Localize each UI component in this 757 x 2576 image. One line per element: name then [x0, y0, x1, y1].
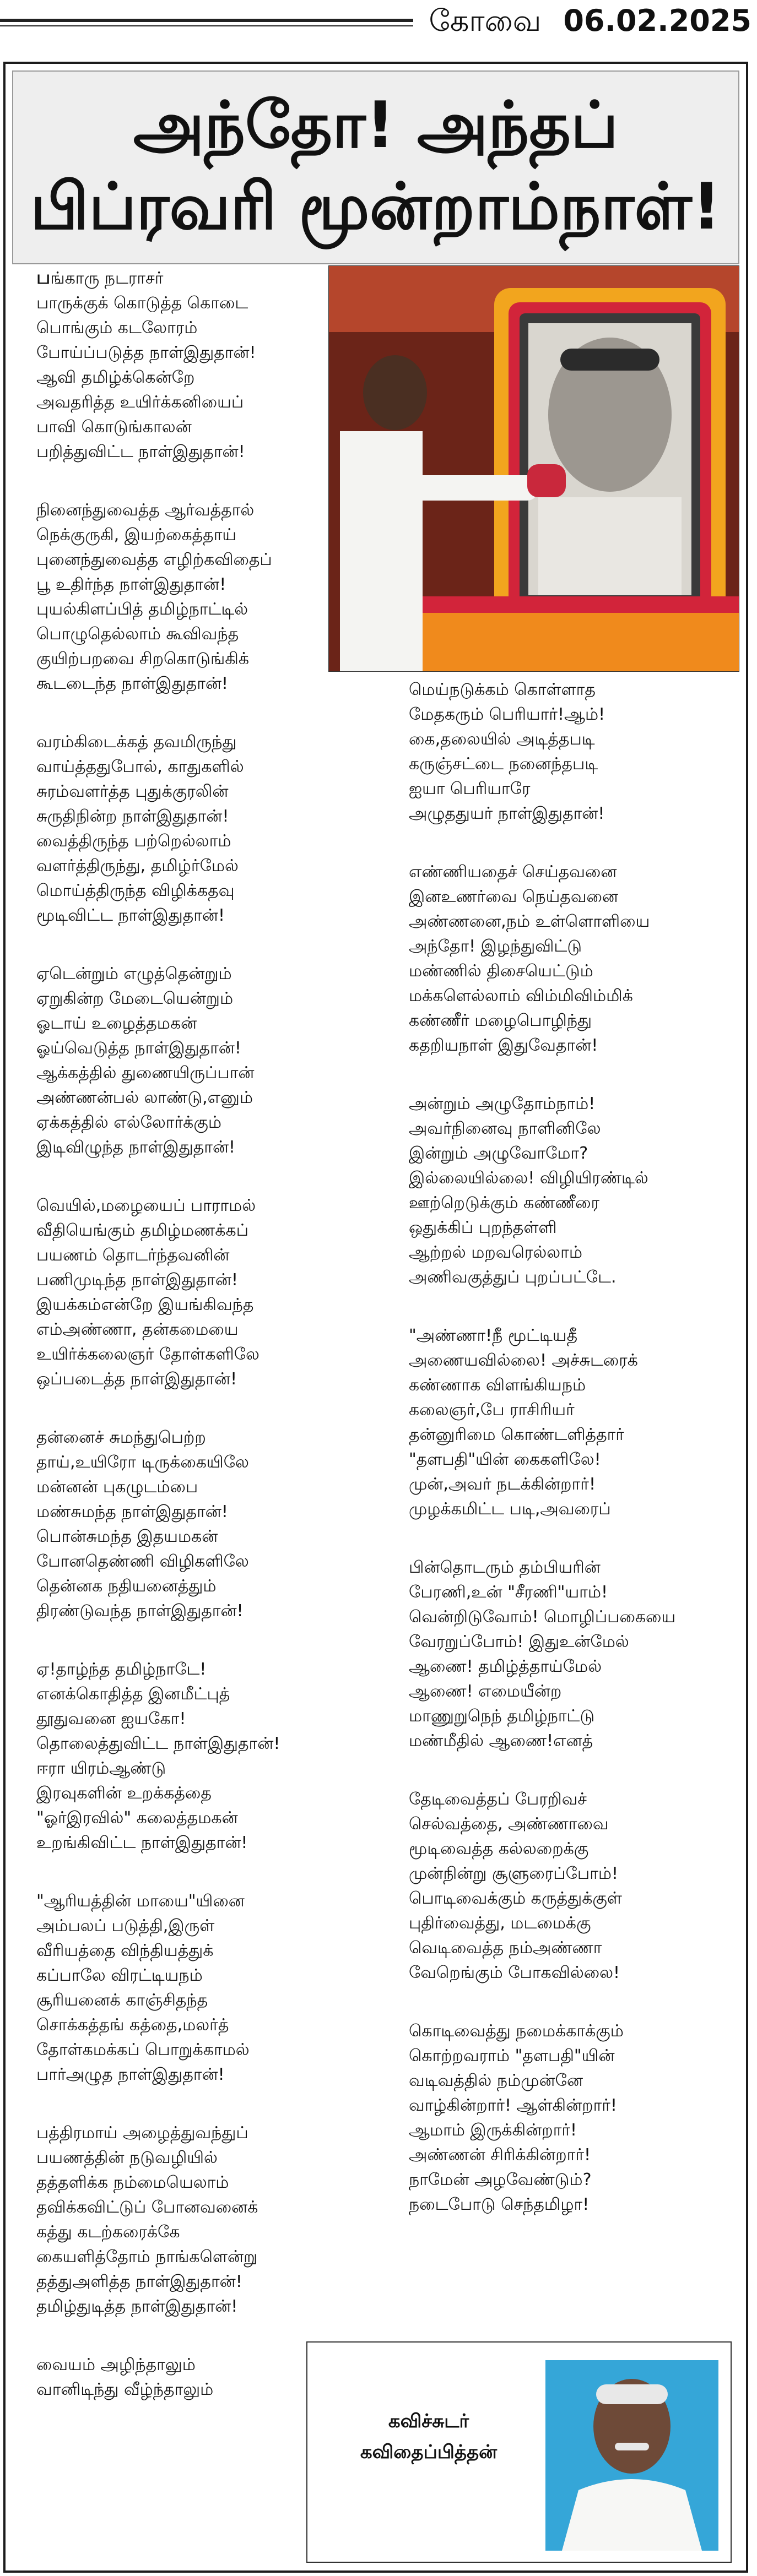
- poem-line: நெக்குருகி, இயற்கைத்தாய்: [36, 525, 237, 545]
- poem-line: கொடிவைத்து நமைக்காக்கும்: [409, 2021, 624, 2041]
- poem-line: வானிடிந்து வீழ்ந்தாலும்: [36, 2380, 214, 2399]
- poem-stanza: [36, 265, 323, 464]
- poem-line: மண்சுமந்த நாள்இதுதான்!: [36, 1502, 228, 1521]
- poem-stanza: [36, 2352, 323, 2402]
- poem-line: நினைந்துவைத்த ஆர்வத்தால்: [36, 501, 255, 520]
- poem-line: இடிவிழுந்த நாள்இதுதான்!: [36, 1138, 236, 1157]
- poem-line: பொன்சுமந்த இதயமகன்: [36, 1527, 218, 1546]
- poem-line: பொடிவைக்கும் கருத்துக்குள்: [409, 1889, 622, 1908]
- masthead-rule: [0, 19, 413, 22]
- poem-line: பத்திரமாய் அழைத்துவந்துப்: [36, 2123, 248, 2143]
- poem-stanza: [409, 1555, 734, 1753]
- poem-stanza: [409, 2019, 734, 2217]
- poem-line: கூடடைந்த நாள்இதுதான்!: [36, 674, 229, 693]
- poem-line: பணிமுடிந்த நாள்இதுதான்!: [36, 1270, 238, 1290]
- poem-line: ஏறுகின்ற மேடையென்றும்: [36, 989, 234, 1008]
- publication-date: 06.02.2025: [563, 3, 751, 38]
- poem-line: ஏக்கத்தில் எல்லோர்க்கும்: [36, 1113, 221, 1132]
- poem-line: அவதரித்த உயிர்க்கனியைப்: [36, 393, 244, 412]
- poem-line: தாய்,உயிரோ டிருக்கையிலே: [36, 1453, 249, 1472]
- poem-line: அழுததுயர் நாள்இதுதான்!: [409, 804, 605, 823]
- poem-line: வாய்த்ததுபோல், காதுகளில்: [36, 757, 244, 776]
- poem-stanza: [36, 2121, 323, 2319]
- poem-stanza: [36, 498, 323, 696]
- poem-stanza: [36, 1193, 323, 1392]
- poem-line: போனதெண்ணி விழிகளிலே: [36, 1552, 249, 1571]
- poem-stanza: [36, 961, 323, 1160]
- poem-line: பொழுதெல்லாம் கூவிவந்த: [36, 624, 239, 644]
- first-line-rest: ங்காரு நடராசர்: [50, 269, 164, 288]
- poem-line: வரம்கிடைக்கத் தவமிருந்து: [36, 732, 237, 752]
- masthead-rule-thin: [0, 25, 413, 26]
- poem-line: வடிவத்தில் நம்முன்னே: [409, 2071, 583, 2090]
- poem-stanza: [409, 860, 734, 1058]
- poem-line: தூதுவனை ஐயகோ!: [36, 1709, 186, 1729]
- poem-line: மொய்த்திருந்த விழிக்கதவு: [36, 881, 235, 900]
- poem-line: [36, 265, 323, 291]
- headline-box: [12, 70, 739, 264]
- poem-stanza: [409, 1323, 734, 1521]
- poem-line: ஆணை! தமிழ்த்தாய்மேல்: [409, 1657, 602, 1676]
- poem-line: ஈரா யிரம்ஆண்டு: [36, 1759, 166, 1778]
- masthead: [0, 0, 757, 40]
- poem-line: ஆமாம் இருக்கின்றார்!: [409, 2121, 577, 2140]
- poem-line: வைத்திருந்த பற்றெல்லாம்: [36, 832, 231, 851]
- poem-line: ஆவி தமிழ்க்கென்றே: [36, 368, 195, 387]
- poem-line: திரண்டுவந்த நாள்இதுதான்!: [36, 1601, 244, 1621]
- poem-line: மூடிவிட்ட நாள்இதுதான்!: [36, 906, 225, 925]
- headline-line-2: பிப்ரவரி மூன்றாம்நாள்!: [30, 170, 721, 244]
- poem-line: பறித்துவிட்ட நாள்இதுதான்!: [36, 442, 245, 461]
- poem-line: வேரறுப்போம்! இதுஉன்மேல்: [409, 1632, 629, 1651]
- poem-line: சூரியனைக் காஞ்சிதந்த: [36, 1991, 208, 2010]
- poem-line: ஐயா பெரியாரே: [409, 779, 531, 798]
- poem-line: கத்து கடற்கரைக்கே: [36, 2222, 180, 2242]
- tribute-photo: [328, 265, 739, 672]
- poem-line: கருஞ்சட்டை நனைந்தபடி: [409, 754, 598, 774]
- dateline: [429, 3, 752, 42]
- poem-line: தன்னைச் சுமந்துபெற்ற: [36, 1428, 206, 1447]
- poem-line: நாமேன் அழவேண்டும்?: [409, 2170, 592, 2189]
- poem-line: ஓய்வெடுத்த நாள்இதுதான்!: [36, 1039, 241, 1058]
- poem-line: கலைஞர்,பே ராசிரியர்: [409, 1400, 575, 1420]
- city-name: கோவை: [429, 3, 542, 38]
- poem-line: எம்அண்ணா, தன்கமையை: [36, 1320, 239, 1339]
- poem-line: "ஓர்இரவில்" கலைத்தமகன்: [36, 1808, 238, 1828]
- poem-line: ஊற்றெடுக்கும் கண்ணீரை: [409, 1193, 600, 1213]
- poem-stanza: [36, 1657, 323, 1855]
- poem-line: வேறெங்கும் போகவில்லை!: [409, 1963, 620, 1982]
- poem-line: தவிக்கவிட்டுப் போனவனைக்: [36, 2198, 258, 2217]
- poem-line: பொங்கும் கடலோரம்: [36, 318, 198, 338]
- poem-line: பயணம் தொடர்ந்தவனின்: [36, 1246, 230, 1265]
- poem-line: வளர்த்திருந்து, தமிழ்ர்மேல்: [36, 856, 239, 876]
- poem-line: கையளித்தோம் நாங்களென்று: [36, 2247, 258, 2267]
- poem-line: அன்றும் அழுதோம்நாம்!: [409, 1094, 596, 1113]
- poem-line: இனஉணர்வை நெய்தவனை: [409, 887, 619, 906]
- poem-column-left: [36, 265, 323, 2436]
- poem-line: மன்னன் புகழுடம்பை: [36, 1477, 198, 1497]
- poem-line: ஆற்றல் மறவரெல்லாம்: [409, 1243, 582, 1262]
- poem-line: வீரியத்தை விந்தியத்துக்: [36, 1941, 214, 1960]
- poem-line: மண்மீதில் ஆணை!எனத்: [409, 1731, 593, 1751]
- poem-line: புனைந்துவைத்த எழிற்கவிதைப்: [36, 550, 272, 569]
- poem-line: தத்துஅளித்த நாள்இதுதான்!: [36, 2272, 242, 2291]
- poem-line: ஒப்படைத்த நாள்இதுதான்!: [36, 1369, 237, 1389]
- poem-line: "அண்ணா!நீ மூட்டியதீ: [409, 1326, 578, 1345]
- poem-line: இல்லையில்லை! விழியிரண்டில்: [409, 1169, 648, 1188]
- poem-column-right: [409, 677, 734, 2251]
- poem-line: மாணுறுநெந் தமிழ்நாட்டு: [409, 1707, 595, 1726]
- poem-line: முன்நின்று சூளுரைப்போம்!: [409, 1864, 619, 1883]
- poem-line: பாவி கொடுங்காலன்: [36, 417, 192, 437]
- poem-line: பேரணி,உன் "சீரணி"யாம்!: [409, 1583, 608, 1602]
- poem-line: புயல்கிளப்பித் தமிழ்நாட்டில்: [36, 600, 248, 619]
- drop-cap: ப: [36, 267, 51, 289]
- poem-stanza: [36, 730, 323, 928]
- poem-line: ஆணை! எமையீன்ற: [409, 1682, 562, 1701]
- poem-line: அணையவில்லை! அச்சுடரைக்: [409, 1351, 638, 1370]
- poem-line: குயிற்பறவை சிறகொடுங்கிக்: [36, 649, 250, 669]
- poem-stanza: [409, 677, 734, 826]
- poem-line: ஏ!தாழ்ந்த தமிழ்நாடே!: [36, 1660, 207, 1679]
- poem-line: சுரம்வளர்த்த புதுக்குரலின்: [36, 782, 229, 801]
- poem-line: கை,தலையில் அடித்தபடி: [409, 730, 595, 749]
- poem-line: தத்தளிக்க நம்மையெலாம்: [36, 2173, 229, 2192]
- poem-line: புதிர்வைத்து, மடமைக்கு: [409, 1914, 591, 1933]
- poem-line: கதறியநாள் இதுவேதான்!: [409, 1036, 598, 1055]
- poem-line: வீதியெங்கும் தமிழ்மணக்கப்: [36, 1221, 249, 1240]
- poem-stanza: [409, 1091, 734, 1290]
- poem-line: வெயில்,மழையைப் பாராமல்: [36, 1196, 256, 1215]
- poem-line: அண்ணன்பல் லாண்டு,எனும்: [36, 1088, 253, 1107]
- poem-line: பின்தொடரும் தம்பியரின்: [409, 1558, 601, 1577]
- poem-line: இரவுகளின் உறக்கத்தை: [36, 1784, 212, 1803]
- poem-line: சுருதிநின்ற நாள்இதுதான்!: [36, 807, 229, 826]
- poem-line: எனக்கொதித்த இனமீட்புத்: [36, 1684, 230, 1704]
- poem-line: போய்ப்படுத்த நாள்இதுதான்!: [36, 343, 256, 362]
- poem-stanza: [36, 1425, 323, 1623]
- author-title: கவிச்சுடர்: [388, 2410, 469, 2432]
- poem-line: ஆக்கத்தில் துணையிருப்பான்: [36, 1063, 255, 1083]
- author-photo: [545, 2360, 718, 2551]
- poem-line: பார்அழுத நாள்இதுதான்!: [36, 2065, 225, 2084]
- poem-stanza: [409, 1787, 734, 1985]
- poem-line: கண்ணீர் மழைபொழிந்து: [409, 1011, 592, 1030]
- tribute-photo-illustration: [329, 266, 739, 671]
- poem-line: மெய்நடுக்கம் கொள்ளாத: [409, 680, 596, 699]
- poem-line: கொற்றவராம் "தளபதி"யின்: [409, 2046, 615, 2066]
- poem-line: தொலைத்துவிட்ட நாள்இதுதான்!: [36, 1734, 280, 1753]
- poem-line: அண்ணன் சிரிக்கின்றார்!: [409, 2145, 591, 2165]
- poem-line: பூ உதிர்ந்த நாள்இதுதான்!: [36, 575, 226, 594]
- poem-line: எண்ணியதைச் செய்தவனை: [409, 862, 617, 882]
- poem-line: இயக்கம்என்றே இயங்கிவந்த: [36, 1295, 254, 1314]
- author-name: கவிதைப்பித்தன்: [360, 2441, 498, 2463]
- poem-line: ஒதுக்கிப் புறந்தள்ளி: [409, 1218, 557, 1237]
- poem-line: தன்னுரிமை கொண்டளித்தார்: [409, 1425, 624, 1444]
- poem-line: வென்றிடுவோம்! மொழிப்பகையை: [409, 1607, 676, 1627]
- poem-line: நடைபோடு செந்தமிழா!: [409, 2195, 590, 2214]
- poem-line: செல்வத்தை, அண்ணாவை: [409, 1814, 609, 1834]
- poem-line: ஓடாய் உழைத்தமகன்: [36, 1014, 197, 1033]
- poem-line: பாருக்குக் கொடுத்த கொடை: [36, 294, 248, 313]
- poem-line: அவர்நினைவு நாளினிலே: [409, 1119, 601, 1138]
- poem-line: உயிர்க்கலைஞர் தோள்களிலே: [36, 1345, 259, 1364]
- author-portrait-illustration: [545, 2360, 718, 2551]
- poem-line: வையம் அழிந்தாலும்: [36, 2355, 196, 2374]
- poem-line: கப்பாலே விரட்டியநம்: [36, 1966, 203, 1985]
- poem-line: தமிழ்துடித்த நாள்இதுதான்!: [36, 2297, 238, 2316]
- poem-line: அணிவகுத்துப் புறப்பட்டே.: [409, 1268, 617, 1287]
- poem-line: சொக்கத்தங் கத்தை,மலர்த்: [36, 2015, 229, 2035]
- poem-line: "தளபதி"யின் கைகளிலே!: [409, 1450, 601, 1469]
- poem-line: முன்,அவர் நடக்கின்றார்!: [409, 1475, 596, 1494]
- poem-line: மக்களெல்லாம் விம்மிவிம்மிக்: [409, 986, 633, 1006]
- poem-line: வெடிவைத்த நம்அண்ணா: [409, 1938, 602, 1958]
- poem-line: தென்னக நதியனைத்தும்: [36, 1577, 217, 1596]
- poem-line: பயணத்தின் நடுவழியில்: [36, 2148, 218, 2167]
- poem-line: மூடிவைத்த கல்லறைக்கு: [409, 1839, 589, 1858]
- poem-line: வாழ்கின்றார்! ஆள்கின்றார்!: [409, 2096, 618, 2115]
- poem-line: முழக்கமிட்ட படி,அவரைப்: [409, 1499, 611, 1519]
- poem-line: அம்பலப் படுத்தி,இருள்: [36, 1916, 215, 1936]
- poem-line: உறங்கிவிட்ட நாள்இதுதான்!: [36, 1833, 248, 1852]
- poem-stanza: [36, 1889, 323, 2087]
- poem-line: தேடிவைத்தப் பேரறிவச்: [409, 1790, 587, 1809]
- poem-line: தோள்கமக்கப் பொறுக்காமல்: [36, 2040, 250, 2059]
- poem-line: கண்ணாக விளங்கியநம்: [409, 1376, 586, 1395]
- poem-line: ஏடென்றும் எழுத்தென்றும்: [36, 964, 232, 983]
- poem-line: இன்றும் அழுவோமோ?: [409, 1144, 588, 1163]
- headline-line-1: அந்தோ! அந்தப்: [133, 88, 619, 162]
- poem-line: அண்ணனை,நம் உள்ளொளியை: [409, 912, 650, 931]
- poem-line: மண்ணில் திசையெட்டும்: [409, 961, 593, 981]
- poem-line: "ஆரியத்தின் மாயை"யினை: [36, 1892, 245, 1911]
- poem-line: அந்தோ! இழந்துவிட்டு: [409, 937, 582, 956]
- poem-line: மேதகரும் பெரியார்!ஆம்!: [409, 705, 605, 724]
- author-box: [306, 2341, 732, 2563]
